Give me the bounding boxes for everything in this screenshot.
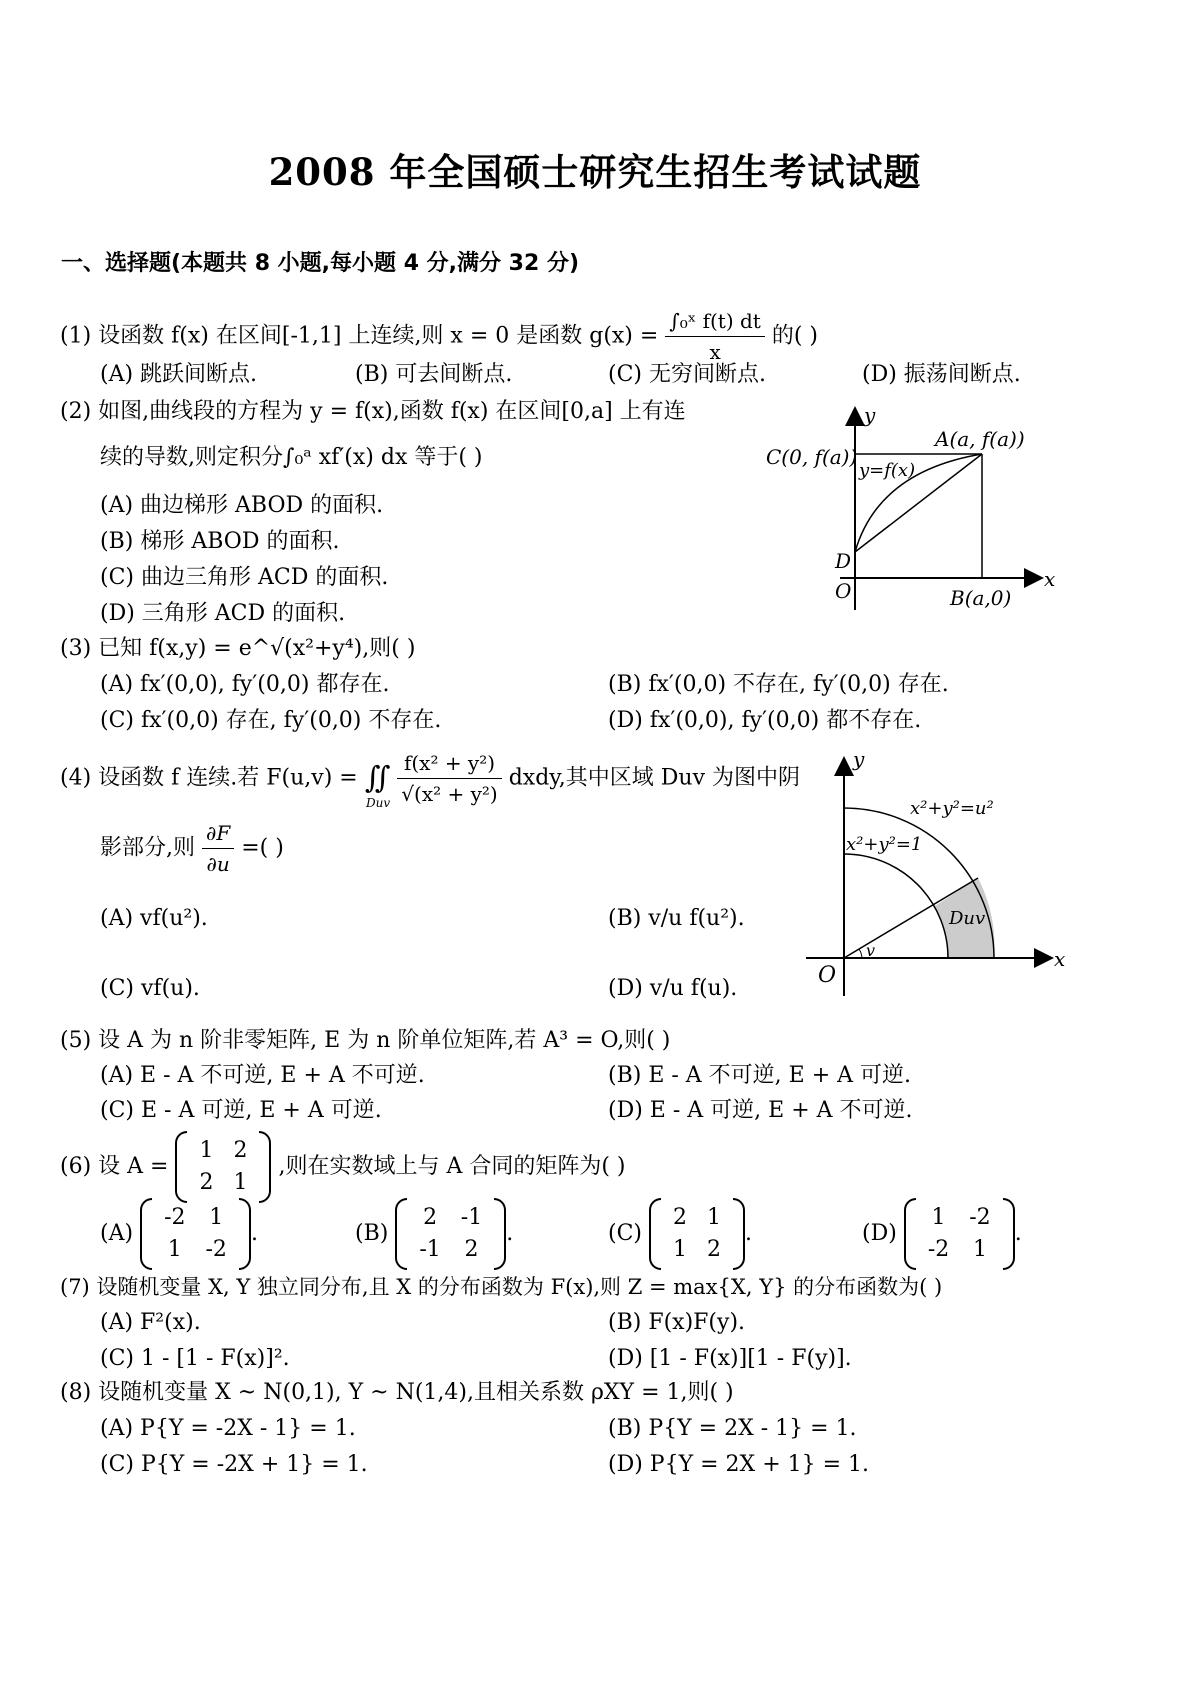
q6-a21: 2 <box>199 1170 214 1195</box>
q6-a12: 2 <box>233 1138 248 1163</box>
q4-label-y: y <box>853 752 865 771</box>
q2-option-b: (B) 梯形 ABOD 的面积. <box>100 529 340 554</box>
q1-option-a: (A) 跳跃间断点. <box>100 362 258 387</box>
q8-option-d: (D) P{Y = 2X + 1} = 1. <box>608 1452 870 1477</box>
matrix-cell: -1 <box>419 1237 441 1262</box>
q2-label-c: C(0, f(a)) <box>766 445 858 469</box>
q4-label-inner: x²+y²=1 <box>846 834 923 855</box>
q7-option-b: (B) F(x)F(y). <box>608 1310 746 1335</box>
q4-option-d: (D) v/u f(u). <box>608 976 738 1001</box>
q6-matrix-a <box>175 1135 271 1199</box>
q2-line2: 续的导数,则定积分∫₀ᵃ xf′(x) dx 等于( ) <box>100 445 483 470</box>
q2-label-d: D <box>835 549 852 573</box>
q6-a22: 1 <box>233 1170 248 1195</box>
matrix-cell: -1 <box>460 1205 483 1230</box>
q1-suffix: 的( ) <box>771 323 819 349</box>
q3-option-c: (C) fx′(0,0) 存在, fy′(0,0) 不存在. <box>100 708 442 733</box>
q1-option-d: (D) 振荡间断点. <box>862 362 1021 387</box>
matrix-cell: 2 <box>423 1205 438 1230</box>
q1-option-b: (B) 可去间断点. <box>355 362 513 387</box>
q7-option-c: (C) 1 - [1 - F(x)]². <box>100 1346 290 1371</box>
page-title: 2008 年全国硕士研究生招生考试试题 <box>268 150 922 194</box>
matrix-cell: 1 <box>673 1237 687 1262</box>
q3-option-a: (A) fx′(0,0), fy′(0,0) 都存在. <box>100 672 390 697</box>
q7-option-d: (D) [1 - F(x)][1 - F(y)]. <box>608 1346 852 1371</box>
q6-option-d: (D) 1 -2 -2 1 . <box>862 1202 1022 1266</box>
q6-option-c-label: (C) <box>608 1221 642 1246</box>
q4-label-x: x <box>1054 947 1066 971</box>
q1-fraction <box>665 306 765 367</box>
q2-label-o: O <box>835 579 852 603</box>
q4-deriv-num: ∂F <box>202 818 234 849</box>
q5-option-d: (D) E - A 可逆, E + A 不可逆. <box>608 1098 913 1123</box>
matrix-cell: 1 <box>167 1237 182 1262</box>
matrix-cell: -2 <box>969 1205 991 1230</box>
q4-line1-post: dxdy,其中区域 Duv 为图中阴 <box>508 765 801 791</box>
q6-option-c: (C) 2 1 1 2 . <box>608 1202 752 1266</box>
q2-option-d: (D) 三角形 ACD 的面积. <box>100 601 346 626</box>
q6-option-d-matrix <box>904 1202 1015 1266</box>
q6-post: ,则在实数域上与 A 合同的矩阵为( ) <box>278 1154 626 1179</box>
q4-line1-pre: (4) 设函数 f 连续.若 F(u,v) = <box>60 765 358 791</box>
q4-integrand-num: f(x² + y²) <box>397 748 501 779</box>
matrix-cell: 1 <box>931 1205 946 1230</box>
q2-label-curve: y=f(x) <box>859 460 916 481</box>
q5-option-a: (A) E - A 不可逆, E + A 不可逆. <box>100 1063 425 1088</box>
matrix-cell: 2 <box>673 1205 687 1230</box>
matrix-cell: 2 <box>707 1237 721 1262</box>
q5-option-b: (B) E - A 不可逆, E + A 可逆. <box>608 1063 912 1088</box>
q7-option-a: (A) F²(x). <box>100 1310 201 1335</box>
q6-option-a-matrix <box>140 1202 251 1266</box>
q8-option-b: (B) P{Y = 2X - 1} = 1. <box>608 1416 857 1441</box>
matrix-cell: -2 <box>205 1237 227 1262</box>
q4-integrand <box>397 748 501 809</box>
q4-option-a: (A) vf(u²). <box>100 906 208 931</box>
q2-option-a: (A) 曲边梯形 ABOD 的面积. <box>100 493 384 518</box>
q4-label-angle: v <box>866 941 876 960</box>
q5-stem: (5) 设 A 为 n 阶非零矩阵, E 为 n 阶单位矩阵,若 A³ = O,则( ) <box>60 1028 671 1053</box>
q2-label-b: B(a,0) <box>950 586 1012 610</box>
q2-line1: (2) 如图,曲线段的方程为 y = f(x),函数 f(x) 在区间[0,a] 上有连 <box>60 399 686 424</box>
q4-label-outer: x²+y²=u² <box>910 798 994 819</box>
q4-line1 <box>60 748 800 809</box>
q7-stem: (7) 设随机变量 X, Y 独立同分布,且 X 的分布函数为 F(x),则 Z = max{X, Y} 的分布函数为( ) <box>60 1275 943 1299</box>
q6-option-b: (B) 2 -1 -1 2 . <box>355 1202 513 1266</box>
q6-option-b-label: (B) <box>355 1221 389 1246</box>
q1-frac-num: ∫₀ˣ f(t) dt <box>665 306 765 337</box>
q4-line2-post: =( ) <box>241 835 284 861</box>
q8-option-c: (C) P{Y = -2X + 1} = 1. <box>100 1452 368 1477</box>
section-heading: 一、选择题(本题共 8 小题,每小题 4 分,满分 32 分) <box>61 251 580 276</box>
q2-figure <box>760 400 1070 620</box>
q4-derivative <box>202 818 234 879</box>
q4-double-integral: ∬ <box>364 760 391 796</box>
q3-option-b: (B) fx′(0,0) 不存在, fy′(0,0) 存在. <box>608 672 949 697</box>
q4-angle-arc <box>859 949 862 958</box>
q4-label-o: O <box>818 963 837 988</box>
matrix-cell: -2 <box>927 1237 950 1262</box>
q6-option-c-matrix <box>649 1202 745 1266</box>
q3-stem: (3) 已知 f(x,y) = e^√(x²+y⁴),则( ) <box>60 636 416 661</box>
q5-option-c: (C) E - A 可逆, E + A 可逆. <box>100 1098 382 1123</box>
matrix-cell: 1 <box>707 1205 721 1230</box>
q2-label-x: x <box>1044 567 1056 591</box>
q4-figure <box>800 752 1070 1002</box>
q1-prefix: (1) 设函数 f(x) 在区间[-1,1] 上连续,则 x = 0 是函数 g(x) = <box>60 323 659 349</box>
q2-label-a: A(a, f(a)) <box>935 427 1025 451</box>
q2-label-y: y <box>864 403 876 427</box>
q4-option-b: (B) v/u f(u²). <box>608 906 745 931</box>
q8-stem: (8) 设随机变量 X ~ N(0,1), Y ~ N(1,4),且相关系数 ρXY = 1,则( ) <box>60 1380 734 1405</box>
q6-option-a: (A) -2 1 1 -2 . <box>100 1202 258 1266</box>
matrix-cell: -2 <box>164 1205 186 1230</box>
matrix-cell: 1 <box>972 1237 987 1262</box>
q4-label-region: Duv <box>949 908 986 929</box>
matrix-cell: 1 <box>209 1205 224 1230</box>
q1-stem <box>60 306 818 367</box>
q6-pre: (6) 设 A = <box>60 1154 169 1179</box>
q6-a11: 1 <box>199 1138 214 1163</box>
q2-option-c: (C) 曲边三角形 ACD 的面积. <box>100 565 389 590</box>
q4-line2-pre: 影部分,则 <box>100 835 195 861</box>
matrix-cell: 2 <box>464 1237 479 1262</box>
q8-option-a: (A) P{Y = -2X - 1} = 1. <box>100 1416 356 1441</box>
q6-option-d-label: (D) <box>862 1221 897 1246</box>
q4-line2 <box>100 818 284 879</box>
q4-integrand-den: √(x² + y²) <box>401 782 498 806</box>
q4-deriv-den: ∂u <box>206 852 230 876</box>
q1-option-c: (C) 无穷间断点. <box>608 362 766 387</box>
q4-region-subscript: Duv <box>366 796 391 810</box>
q6-option-b-matrix <box>395 1202 506 1266</box>
q6-option-a-label: (A) <box>100 1221 134 1246</box>
q3-option-d: (D) fx′(0,0), fy′(0,0) 都不存在. <box>608 708 922 733</box>
q4-option-c: (C) vf(u). <box>100 976 200 1001</box>
q1-frac-den: x <box>709 340 721 364</box>
q6-stem <box>60 1135 626 1199</box>
